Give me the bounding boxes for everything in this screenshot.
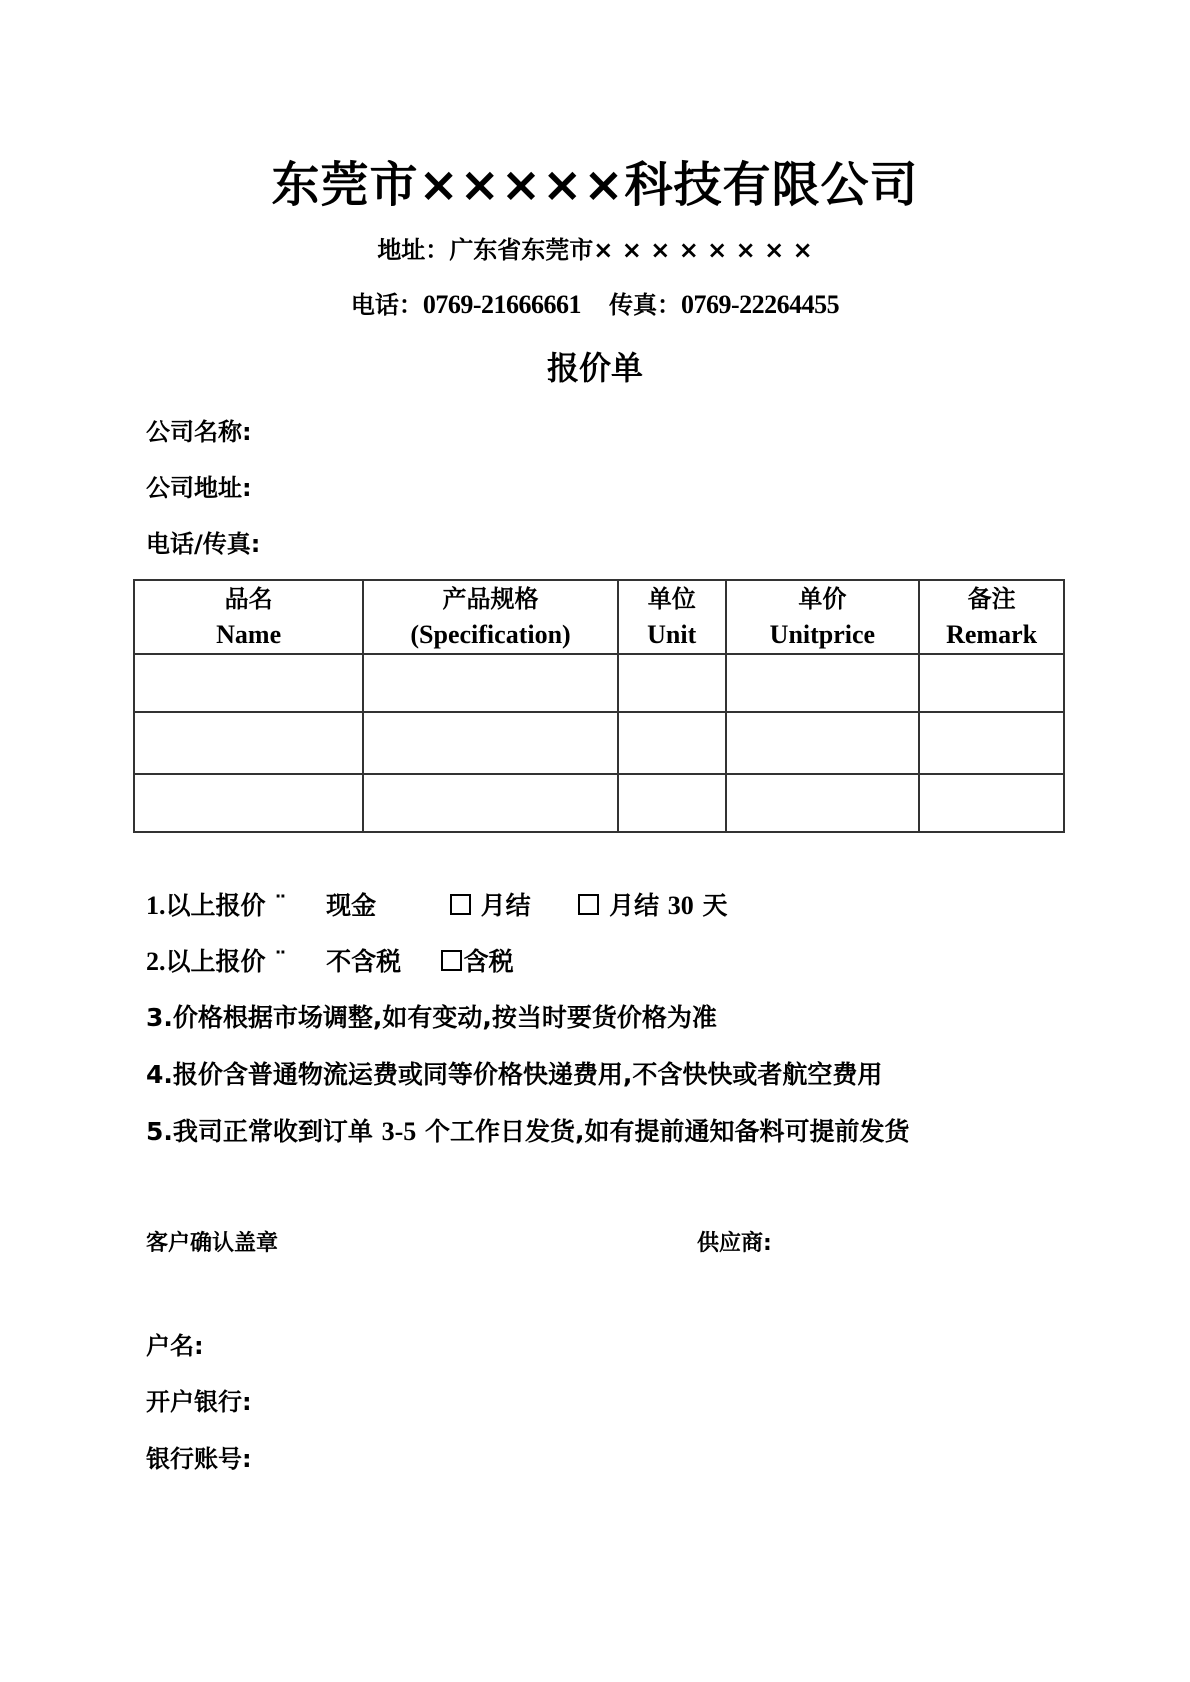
phone-value: 0769-21666661 bbox=[422, 290, 581, 319]
bank-name-field: 开户银行: bbox=[146, 1388, 252, 1416]
note-payment-terms: 1.以上报价 ¨ 现金 月结 月结 30 天 bbox=[146, 891, 728, 920]
table-cell[interactable] bbox=[919, 712, 1064, 774]
table-cell[interactable] bbox=[618, 654, 726, 712]
option-cash[interactable]: 现金 bbox=[326, 891, 377, 920]
phone-fax-field: 电话/传真: bbox=[146, 530, 261, 558]
company-address-field: 公司地址: bbox=[146, 474, 252, 502]
checkbox-monthly[interactable] bbox=[450, 894, 471, 915]
checkbox-monthly-30[interactable] bbox=[578, 894, 599, 915]
note-price-adjustment: 3.价格根据市场调整,如有变动,按当时要货价格为准 bbox=[146, 1003, 717, 1032]
note-delivery-time: 5.我司正常收到订单 3-5 个工作日发货,如有提前通知备料可提前发货 bbox=[146, 1117, 910, 1146]
option-monthly[interactable]: 月结 bbox=[480, 891, 531, 920]
option-tax-included[interactable]: 含税 bbox=[463, 947, 514, 976]
column-header-unit: 单位 Unit bbox=[618, 580, 726, 654]
contact-line bbox=[0, 285, 1190, 320]
table-cell[interactable] bbox=[726, 654, 920, 712]
table-cell[interactable] bbox=[363, 712, 618, 774]
address-label: 地址： bbox=[377, 236, 450, 264]
table-cell[interactable] bbox=[919, 774, 1064, 832]
column-header-remark: 备注 Remark bbox=[919, 580, 1064, 654]
table-header-row bbox=[134, 580, 1064, 654]
fax-value: 0769-22264455 bbox=[681, 290, 840, 319]
table-row bbox=[134, 712, 1064, 774]
supplier-label: 供应商: bbox=[697, 1231, 772, 1256]
table-cell[interactable] bbox=[618, 774, 726, 832]
table-row bbox=[134, 654, 1064, 712]
customer-confirmation-label: 客户确认盖章 bbox=[146, 1231, 279, 1256]
account-name-field: 户名: bbox=[146, 1332, 204, 1360]
document-title: 报价单 bbox=[546, 349, 643, 387]
option-monthly-30[interactable]: 月结 30 天 bbox=[609, 891, 728, 920]
account-number-field: 银行账号: bbox=[146, 1445, 252, 1473]
company-name-field: 公司名称: bbox=[146, 418, 252, 446]
checkbox-tax-included[interactable] bbox=[441, 950, 462, 971]
column-header-name: 品名 Name bbox=[134, 580, 363, 654]
column-header-specification: 产品规格 (Specification) bbox=[363, 580, 618, 654]
table-row bbox=[134, 774, 1064, 832]
table-cell[interactable] bbox=[618, 712, 726, 774]
table-cell[interactable] bbox=[726, 774, 920, 832]
table-cell[interactable] bbox=[134, 654, 363, 712]
fax-label: 传真： bbox=[609, 291, 681, 319]
table-cell[interactable] bbox=[363, 654, 618, 712]
address-value: 广东省东莞市× × × × × × × × bbox=[449, 236, 813, 264]
table-cell[interactable] bbox=[134, 712, 363, 774]
quote-table bbox=[133, 579, 1065, 833]
phone-label: 电话： bbox=[350, 291, 423, 319]
table-cell[interactable] bbox=[919, 654, 1064, 712]
company-address bbox=[0, 230, 1190, 265]
table-cell[interactable] bbox=[363, 774, 618, 832]
table-cell[interactable] bbox=[134, 774, 363, 832]
table-cell[interactable] bbox=[726, 712, 920, 774]
note-shipping-cost: 4.报价含普通物流运费或同等价格快递费用,不含快快或者航空费用 bbox=[146, 1060, 883, 1089]
company-name: 东莞市×××××科技有限公司 bbox=[271, 157, 919, 213]
column-header-unitprice: 单价 Unitprice bbox=[726, 580, 920, 654]
option-tax-excluded[interactable]: 不含税 bbox=[326, 947, 402, 976]
note-tax-terms: 2.以上报价 ¨ 不含税 含税 bbox=[146, 947, 514, 976]
